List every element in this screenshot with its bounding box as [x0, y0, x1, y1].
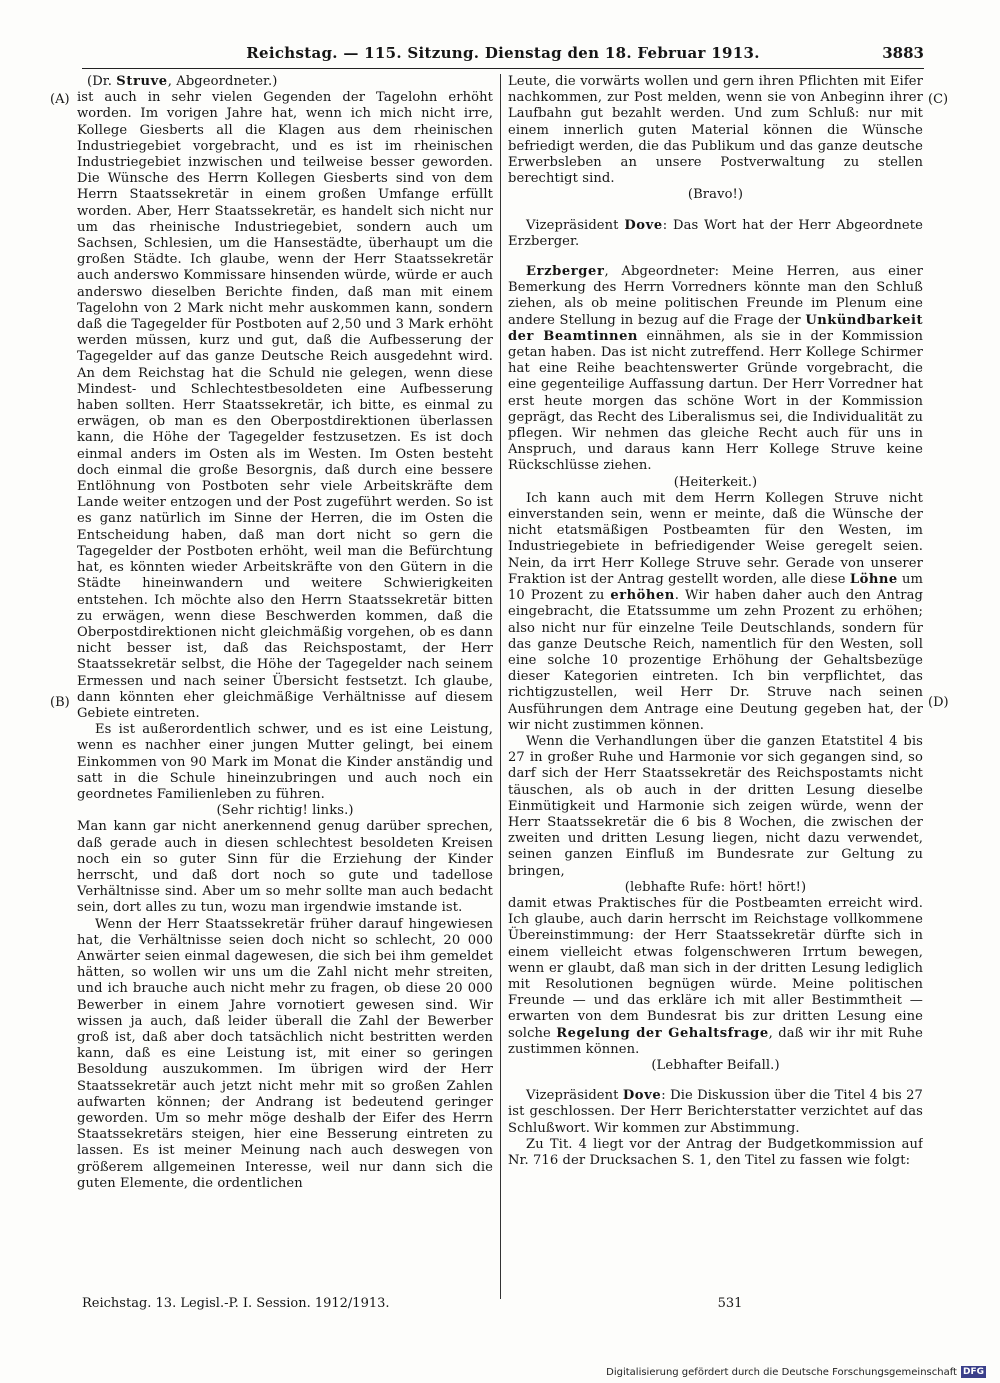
margin-marker-c: (C) [928, 92, 949, 107]
right-column [508, 74, 923, 1274]
vice-president-statement: Vizepräsident Dove: Das Wort hat der Herr Abgeordnete Erzberger. [508, 217, 923, 249]
margin-marker-a: (A) [50, 92, 70, 107]
vice-president-statement: Vizepräsident Dove: Die Diskussion über die Titel 4 bis 27 ist geschlossen. Der Herr Berichterstatter verzichtet auf das Schlußwort. Wir kommen zur Abstimmung. [508, 1088, 923, 1136]
erzberger-speech: Erzberger, Abgeordneter: Meine Herren, aus einer Bemerkung des Herrn Vorredners könnte man den Schluß ziehen, als ob meine politischen Freunde im Plenum eine andere Stellung in bezug auf die Frage der Unkündbarkeit der Beamtinnen einnähmen, als sie in der Kommission getan haben. Das ist nicht zutreffend. Herr Kollege Schirmer hat eine Reihe beachtenswerter Gründe vorgebracht, die eine gegenteilige Auffassung dartun. Der Herr Vorredner hat erst heute morgen das schöne Wort in der Kommission geprägt, das Recht des Liberalismus sei, die Individualität zu pflegen. Wir nehmen das gleiche Recht auch für uns in Anspruch, und daraus kann Herr Kollege Struve keine Rückschlüsse ziehen. [508, 264, 923, 474]
running-title: Reichstag. — 115. Sitzung. Dienstag den 18. Februar 1913. [246, 44, 760, 62]
speaker-note: (Dr. Struve, Abgeordneter.) [87, 74, 278, 89]
header-rule [82, 68, 924, 69]
paragraph: Leute, die vorwärts wollen und gern ihren Pflichten mit Eifer nachkommen, zur Post melden, wenn sie von Anbeginn ihrer Laufbahn gut bezahlt werden. Und zum Schluß: nur mit einem innerlich guten Material können die Wünsche befriedigt werden, die das Publikum und das ganze deutsche Erwerbsleben an unsere Postverwaltung zu stellen berechtigt sind. [508, 74, 923, 187]
paragraph: Ich kann auch mit dem Herrn Kollegen Struve nicht einverstanden sein, wenn er meinte, daß die Wünsche der nicht etatsmäßigen Postbeamten für den Westen, im Industriegebiete in befriedigender Weise geregelt seien. Nein, da irrt Herr Kollege Struve sehr. Gerade von unserer Fraktion ist der Antrag gestellt worden, alle diese Löhne um 10 Prozent zu erhöhen. Wir haben daher auch den Antrag eingebracht, die Etatssumme um zehn Prozent zu erhöhen; also nicht nur für einzelne Teile Deutschlands, sondern für das ganze Deutsche Reich, namentlich für den Westen, soll eine solche 10 prozentige Erhöhung der Gehaltsbezüge dieser Kategorien eintreten. Ich bin verpflichtet, das richtigzustellen, weil Herr Dr. Struve nach seinen Ausführungen dem Antrage eine Deutung gegeben hat, der wir nicht zustimmen können. [508, 490, 923, 733]
interjection: (lebhafte Rufe: hört! hört!) [624, 879, 807, 895]
paragraph: ist auch in sehr vielen Gegenden der Tagelohn erhöht worden. Im vorigen Jahre hat, wenn ich mich nicht irre, Kollege Giesberts all die Klagen aus dem rheinischen Industriegebiet vorgebracht, und es ist im rheinischen Industriegebiet inzwischen und teilweise besser geworden. Die Wünsche des Herrn Kollegen Giesberts sind von dem Herrn Staatssekretär in einem großen Umfange erfüllt worden. Aber, Herr Staatssekretär, es handelt sich nicht nur um das rheinische Industriegebiet, sondern auch um Sachsen, Schlesien, um die Hansestädte, überhaupt um die großen Städte. Ich glaube, wenn der Herr Staatssekretär auch anderswo Kommissare hinsenden würde, würde er auch anderswo dieselben Berichte finden, daß man mit einem Tagelohn von 2 Mark nicht mehr auskommen kann, sondern daß die Tagegelder für Postboten auf 2,50 und 3 Mark erhöht werden müssen, kurz und gut, daß die Aufbesserung der Tagegelder auf das ganze Deutsche Reich ausgedehnt wird. An dem Reichstag hat die Schuld nie gelegen, wenn diese Mindest- und Schlechtestbesoldeten eine Aufbesserung haben sollten. Herr Staatssekretär, ich bitte, es einmal zu erwägen, ob man es den Oberpostdirektionen überlassen kann, die Höhe der Tagegelder festzusetzen. Es ist doch einmal anders im Osten als im Westen. Im Osten besteht doch einmal die große Besorgnis, daß durch eine bessere Entlöhnung von Postboten sehr viele Arbeitskräfte dem Lande weiter entzogen und der Post zugeführt werden. So ist es ganz natürlich im Sinne der Herren, die im Osten die Entscheidung haben, daß man dort nicht so gern die Tagegelder der Postboten erhöht, weil man die Befürchtung hat, es könnten wieder Arbeitskräfte von den Gütern in die Städte hineinwandern und weitere Schwierigkeiten entstehen. Ich möchte also den Herrn Staatssekretär bitten zu erwägen, wenn diese Beschwerden kommen, daß die Oberpostdirektionen nicht gleichmäßig vorgehen, ob es dann nicht besser ist, daß das Reichspostamt, der Herr Staatssekretär selbst, die Höhe der Tagegelder nach seinem Ermessen und nach seiner Übersicht festsetzt. Ich glaube, dann könnten eher gleichmäßige Verhältnisse auf diesem Gebiete eintreten. [77, 90, 493, 721]
digitization-credit [606, 1366, 986, 1378]
interjection: (Sehr richtig! links.) [216, 803, 354, 819]
paragraph: Zu Tit. 4 liegt vor der Antrag der Budgetkommission auf Nr. 716 der Drucksachen S. 1, den Titel zu fassen wie folgt: [508, 1136, 923, 1168]
paragraph: Wenn der Herr Staatssekretär früher darauf hingewiesen hat, die Verhältnisse seien doch nicht so schlecht, 20 000 Anwärter seien einmal dagewesen, die sich bei ihm gemeldet hätten, so wollen wir uns um die Zahl nicht mehr streiten, und ich brauche auch nicht mehr zu fragen, ob diese 20 000 Bewerber in einem Jahre vornotiert gewesen sind. Wir wissen ja auch, daß leider überall die Zahl der Bewerber groß ist, daß aber doch tatsächlich nicht bestritten werden kann, daß es eine Leistung ist, mit einer so geringen Besoldung auszukommen. Im übrigen wird der Herr Staatssekretär auch jetzt nicht mehr mit so großen Zahlen aufwarten können; der Andrang ist bedeutend geringer geworden. Um so mehr möge deshalb der Eifer des Herrn Staatssekretärs steigen, hier eine Besserung eintreten zu lassen. Es ist meiner Meinung nach auch deswegen von größerem allgemeinen Interesse, weil nur dann sich die guten Elemente, die ordentlichen [77, 916, 493, 1191]
paragraph: Es ist außerordentlich schwer, und es ist eine Leistung, wenn es nachher einer jungen Mutter gelingt, bei einem Einkommen von 90 Mark im Monat die Kinder anständig und satt in die Schule hineinzubringen und auch noch ein geordnetes Familienleben zu führen. [77, 722, 493, 802]
margin-marker-b: (B) [50, 695, 70, 710]
margin-marker-d: (D) [928, 695, 949, 710]
column-divider [500, 74, 501, 1299]
footer-page-number: 531 [717, 1296, 743, 1311]
footer-session: Reichstag. 13. Legisl.-P. I. Session. 1912/1913. [82, 1296, 390, 1311]
page-number: 3883 [882, 44, 924, 62]
dfg-logo: DFG [962, 1367, 984, 1377]
interjection: (Heiterkeit.) [673, 474, 758, 490]
interjection: (Bravo!) [687, 187, 744, 203]
paragraph: Wenn die Verhandlungen über die ganzen Etatstitel 4 bis 27 in großer Ruhe und Harmonie vor sich gegangen sind, so darf sich der Herr Staatssekretär des Reichspostamts nicht täuschen, als ob auch in der dritten Lesung dieselbe Einmütigkeit und Harmonie sich zeigen würde, wenn der Herr Staatssekretär die 6 bis 8 Wochen, die zwischen der zweiten und dritten Lesung liegen, nicht dazu verwendet, seinen ganzen Einfluß im Bundesrate zur Geltung zu bringen, [508, 733, 923, 879]
left-column [77, 74, 493, 1274]
paragraph: damit etwas Praktisches für die Postbeamten erreicht wird. Ich glaube, auch darin herrscht im Reichstage vollkommene Übereinstimmung: der Herr Staatssekretär dürfte sich in einem vielleicht etwas folgenschweren Irrtum bewegen, wenn er glaubt, daß man sich in der dritten Lesung lediglich mit Resolutionen begnügen würde. Meine politischen Freunde — und das erkläre ich mit aller Bestimmtheit — erwarten von dem Bundesrat bis zur dritten Lesung eine solche Regelung der Gehaltsfrage, daß wir ihr mit Ruhe zustimmen können. [508, 895, 923, 1057]
page-header [82, 44, 924, 70]
credit-text: Digitalisierung gefördert durch die Deutsche Forschungsgemeinschaft [606, 1366, 957, 1378]
paragraph: Man kann gar nicht anerkennend genug darüber sprechen, daß gerade auch in diesen schlechtest besoldeten Kreisen noch ein so guter Sinn für die Erziehung der Kinder herrscht, und daß dort noch so gute und tadellose Verhältnisse sind. Aber um so mehr sollte man auch bedacht sein, dort alles zu tun, wozu man irgendwie imstande ist. [77, 819, 493, 916]
interjection: (Lebhafter Beifall.) [651, 1057, 780, 1073]
